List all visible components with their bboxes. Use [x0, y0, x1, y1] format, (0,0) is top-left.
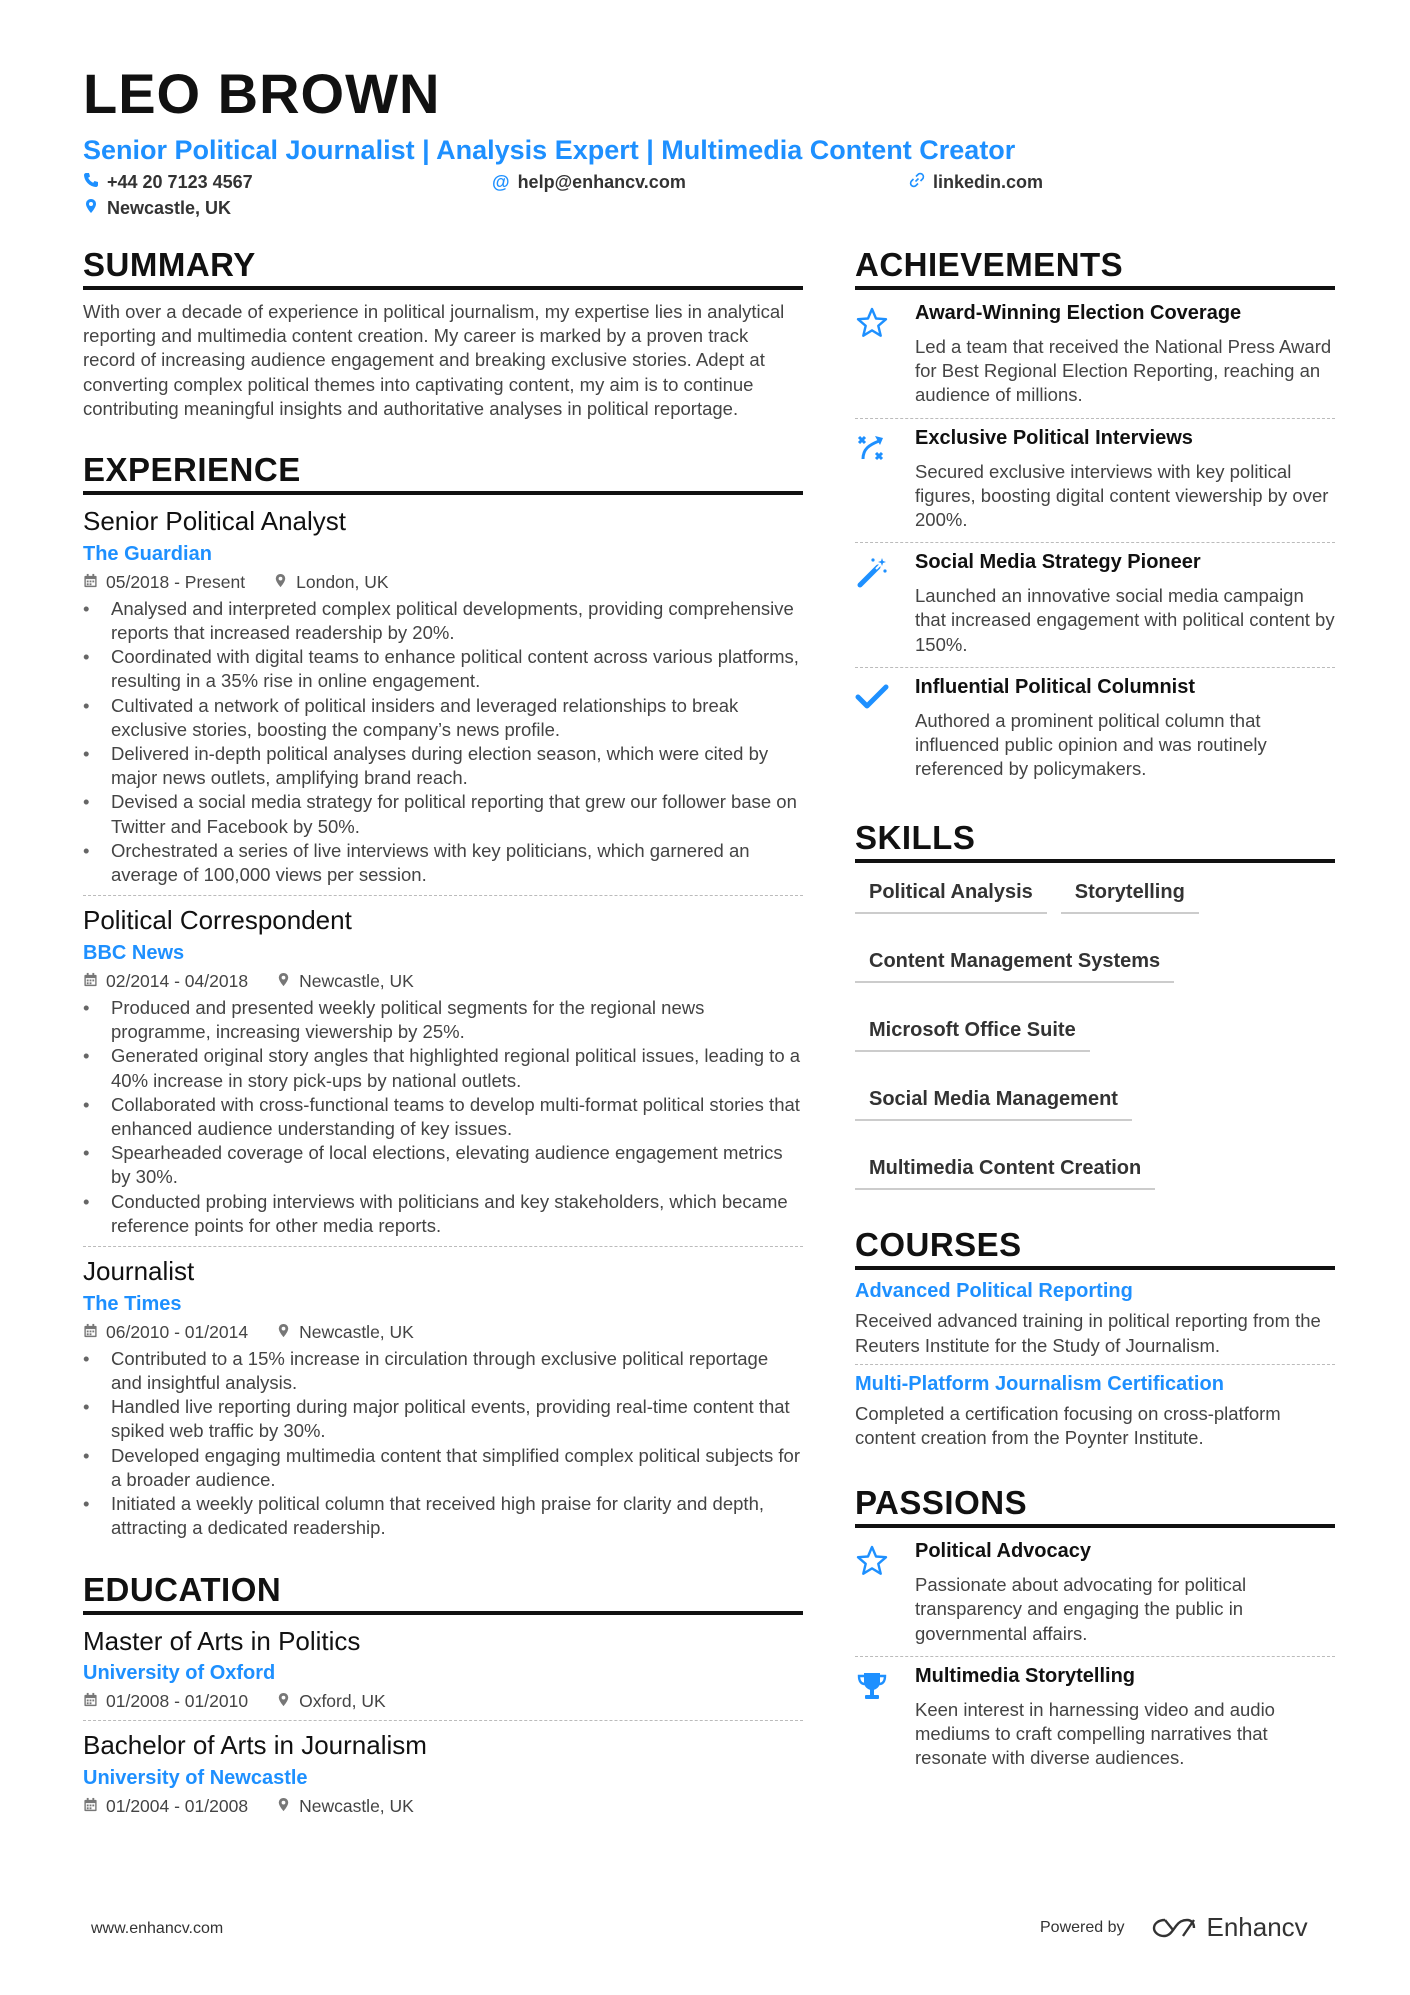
course-title: Multi-Platform Journalism Certification: [855, 1372, 1224, 1395]
achievements-body: [915, 302, 1335, 408]
job-dates-text: 02/2014 - 04/2018: [106, 971, 249, 992]
job-bullet: • Contributed to a 15% increase in circulation through exclusive political reportage and insightful analysis.: [83, 1347, 803, 1395]
strategy-icon: [855, 427, 915, 533]
location-contact: [83, 198, 231, 219]
achievements-body: [915, 676, 1335, 782]
passions-desc: Passionate about advocating for political transparency and engaging the public in governmental affairs.: [915, 1574, 1247, 1644]
experience-title: EXPERIENCE: [83, 451, 803, 495]
course-desc: Completed a certification focusing on cross-platform content creation from the Poynter Institute.: [855, 1402, 1281, 1449]
job-bullet: • Analysed and interpreted complex political developments, providing comprehensive reports that increased readership by 20%.: [83, 597, 803, 645]
summary-title: SUMMARY: [83, 246, 803, 290]
passions-body: [915, 1665, 1335, 1771]
summary-text: With over a decade of experience in political journalism, my expertise lies in analytical reporting and multimedia content creation. My career is marked by a proven track record of increasing audience engagement and breaking exclusive stories. Adept at converting complex political themes into captivating content, my aim is to continue contributing meaningful insights and authoritative analyses in political reportage.: [83, 301, 785, 419]
education-meta: [83, 1796, 803, 1817]
education-meta: [83, 1691, 803, 1712]
job-bullets: [83, 1347, 803, 1541]
skill-tag: Social Media Management: [855, 1080, 1132, 1121]
enhancv-logo-icon: [1151, 1916, 1197, 1940]
footer-website[interactable]: www.enhancv.com: [91, 1920, 224, 1937]
magic-wand-icon: [855, 551, 915, 657]
passions-desc: Keen interest in harnessing video and audio mediums to craft compelling narratives that resonate with diverse audiences.: [915, 1698, 1275, 1769]
headline: Senior Political Journalist | Analysis Expert | Multimedia Content Creator: [83, 135, 1016, 165]
job-bullet: • Orchestrated a series of live interviews with key politicians, which garnered an average of 100,000 views per session.: [83, 839, 803, 887]
passions-title: PASSIONS: [855, 1484, 1335, 1528]
achievements-title: Influential Political Columnist: [915, 675, 1196, 698]
job-bullets: [83, 597, 803, 887]
location-pin-icon: [276, 971, 291, 992]
location-pin-icon: [273, 572, 288, 593]
linkedin-text[interactable]: linkedin.com: [933, 172, 1044, 193]
course-item: [855, 1373, 1335, 1456]
achievements-desc: Launched an innovative social media campaign that increased engagement with political content by 150%.: [915, 585, 1335, 655]
right-column: [855, 246, 1335, 1780]
achievements-body: [915, 427, 1335, 533]
location-pin-icon: [83, 198, 99, 219]
achievements-body: [915, 551, 1335, 657]
job-dates-text: 06/2010 - 01/2014: [106, 1321, 249, 1342]
job-title: Journalist: [83, 1256, 195, 1287]
passions-item: [855, 1532, 1335, 1657]
skill-tag: Content Management Systems: [855, 942, 1174, 983]
education-dates: [83, 1691, 248, 1712]
job-bullet: • Devised a social media strategy for political reporting that grew our follower base on Twitter and Facebook by 50%.: [83, 790, 803, 838]
course-title: Advanced Political Reporting: [855, 1280, 1133, 1303]
job-bullet: • Produced and presented weekly political segments for the regional news programme, increasing viewership by 25%.: [83, 996, 803, 1044]
company-name: BBC News: [83, 942, 185, 965]
achievements-item: [855, 294, 1335, 419]
job-bullet: • Handled live reporting during major political events, providing real-time content that spiked web traffic by 30%.: [83, 1395, 803, 1443]
achievements-desc: Led a team that received the National Press Award for Best Regional Election Reporting, reaching an audience of millions.: [915, 336, 1332, 406]
job-meta: [83, 572, 803, 593]
enhancv-brand: Enhancv: [1206, 1912, 1308, 1942]
education-dates-text: 01/2004 - 01/2008: [106, 1796, 249, 1817]
achievements-desc: Secured exclusive interviews with key political figures, boosting digital content viewership by over 200%.: [915, 460, 1329, 531]
courses-list: [855, 1280, 1335, 1456]
degree-title: Master of Arts in Politics: [83, 1625, 361, 1656]
location-text: Newcastle, UK: [107, 198, 232, 219]
trophy-icon: [855, 1665, 915, 1771]
job-title: Senior Political Analyst: [83, 506, 347, 537]
experience-item: [83, 1255, 803, 1548]
job-bullet: • Generated original story angles that highlighted regional political issues, leading to a 40% increase in story pick-ups by national outlets.: [83, 1044, 803, 1092]
school-name: University of Newcastle: [83, 1767, 308, 1790]
candidate-name: LEO BROWN: [83, 62, 441, 125]
job-location: [276, 1322, 414, 1343]
job-location: [276, 971, 414, 992]
job-bullet: • Spearheaded coverage of local elections, elevating audience engagement metrics by 30%.: [83, 1141, 803, 1189]
education-title: EDUCATION: [83, 1571, 803, 1615]
email-contact[interactable]: [492, 172, 686, 193]
job-location-text: Newcastle, UK: [299, 971, 414, 992]
job-bullet: • Developed engaging multimedia content that simplified complex political subjects for a broader audience.: [83, 1444, 803, 1492]
achievements-title: ACHIEVEMENTS: [855, 246, 1335, 290]
passions-body: [915, 1540, 1335, 1646]
job-dates: [83, 971, 248, 992]
education-item: [83, 1625, 803, 1722]
at-icon: @: [492, 172, 510, 193]
skill-tag: Political Analysis: [855, 873, 1047, 914]
email-text[interactable]: help@enhancv.com: [517, 172, 686, 193]
job-bullet: • Coordinated with digital teams to enhance political content across various platforms, resulting in a 35% rise in online engagement.: [83, 645, 803, 693]
calendar-icon: [83, 1322, 98, 1343]
passions-list: [855, 1532, 1335, 1780]
education-location: [276, 1691, 386, 1712]
location-pin-icon: [276, 1691, 291, 1712]
left-column: [83, 246, 803, 1833]
skills-title: SKILLS: [855, 819, 1335, 863]
star-icon: [855, 1540, 915, 1646]
school-name: University of Oxford: [83, 1662, 276, 1685]
company-name: The Guardian: [83, 542, 212, 565]
achievements-desc: Authored a prominent political column that influenced public opinion and was routinely referenced by policymakers.: [915, 709, 1267, 780]
job-dates-text: 05/2018 - Present: [106, 571, 246, 592]
resume-page: [83, 62, 1335, 1817]
job-bullet: • Conducted probing interviews with politicians and key stakeholders, which became reference points for other media reports.: [83, 1190, 803, 1238]
achievements-title: Social Media Strategy Pioneer: [915, 551, 1201, 574]
job-bullets: [83, 996, 803, 1238]
education-location: [276, 1796, 414, 1817]
contact-info: [83, 172, 1335, 232]
experience-item: [83, 904, 803, 1247]
job-bullet: • Delivered in-depth political analyses during election season, which were cited by major news outlets, amplifying brand reach.: [83, 742, 803, 790]
job-location: [273, 572, 388, 593]
achievements-title: Award-Winning Election Coverage: [915, 302, 1242, 324]
experience-list: [83, 505, 803, 1548]
education-item: [83, 1729, 803, 1825]
education-location-text: Newcastle, UK: [299, 1796, 414, 1817]
achievements-item: [855, 419, 1335, 544]
powered-by-text: Powered by: [1040, 1918, 1125, 1936]
achievements-item: [855, 668, 1335, 792]
job-location-text: Newcastle, UK: [299, 1321, 414, 1342]
achievements-item: [855, 543, 1335, 668]
job-meta: [83, 1322, 803, 1343]
courses-title: COURSES: [855, 1226, 1335, 1270]
passions-item: [855, 1657, 1335, 1781]
calendar-icon: [83, 1691, 98, 1712]
calendar-icon: [83, 572, 98, 593]
education-dates: [83, 1796, 248, 1817]
job-title: Political Correspondent: [83, 905, 352, 936]
course-item: [855, 1280, 1335, 1364]
skill-tag: Multimedia Content Creation: [855, 1149, 1155, 1190]
education-dates-text: 01/2008 - 01/2010: [106, 1691, 249, 1712]
location-pin-icon: [276, 1796, 291, 1817]
job-bullet: • Collaborated with cross-functional teams to develop multi-format political stories that enhanced audience understanding of key issues.: [83, 1093, 803, 1141]
skills-list: [855, 873, 1335, 1190]
calendar-icon: [83, 1796, 98, 1817]
company-name: The Times: [83, 1292, 182, 1315]
star-icon: [855, 302, 915, 408]
job-bullet: • Cultivated a network of political insiders and leveraged relationships to break exclusive stories, boosting the company’s news profile.: [83, 694, 803, 742]
degree-title: Bachelor of Arts in Journalism: [83, 1730, 427, 1761]
education-list: [83, 1625, 803, 1826]
location-pin-icon: [276, 1322, 291, 1343]
calendar-icon: [83, 971, 98, 992]
passions-title: Political Advocacy: [915, 1540, 1091, 1563]
achievements-list: [855, 294, 1335, 791]
linkedin-contact[interactable]: [909, 172, 1043, 193]
skill-tag: Microsoft Office Suite: [855, 1011, 1090, 1052]
phone-text: +44 20 7123 4567: [107, 172, 253, 193]
experience-item: [83, 505, 803, 896]
achievements-title: Exclusive Political Interviews: [915, 426, 1193, 449]
job-dates: [83, 1322, 248, 1343]
phone-icon: [83, 172, 99, 193]
passions-title: Multimedia Storytelling: [915, 1664, 1136, 1687]
job-dates: [83, 572, 245, 593]
job-bullet: • Initiated a weekly political column that received high praise for clarity and depth, attracting a dedicated readership.: [83, 1492, 803, 1540]
link-icon: [909, 172, 925, 193]
education-location-text: Oxford, UK: [299, 1691, 386, 1712]
phone-contact: [83, 172, 253, 193]
course-desc: Received advanced training in political reporting from the Reuters Institute for the Study of Journalism.: [855, 1310, 1321, 1356]
job-location-text: London, UK: [296, 571, 389, 592]
job-meta: [83, 971, 803, 992]
check-icon: [855, 676, 915, 782]
enhancv-logo[interactable]: [1151, 1912, 1308, 1943]
footer-powered: [1040, 1912, 1308, 1943]
skill-tag: Storytelling: [1061, 873, 1199, 914]
